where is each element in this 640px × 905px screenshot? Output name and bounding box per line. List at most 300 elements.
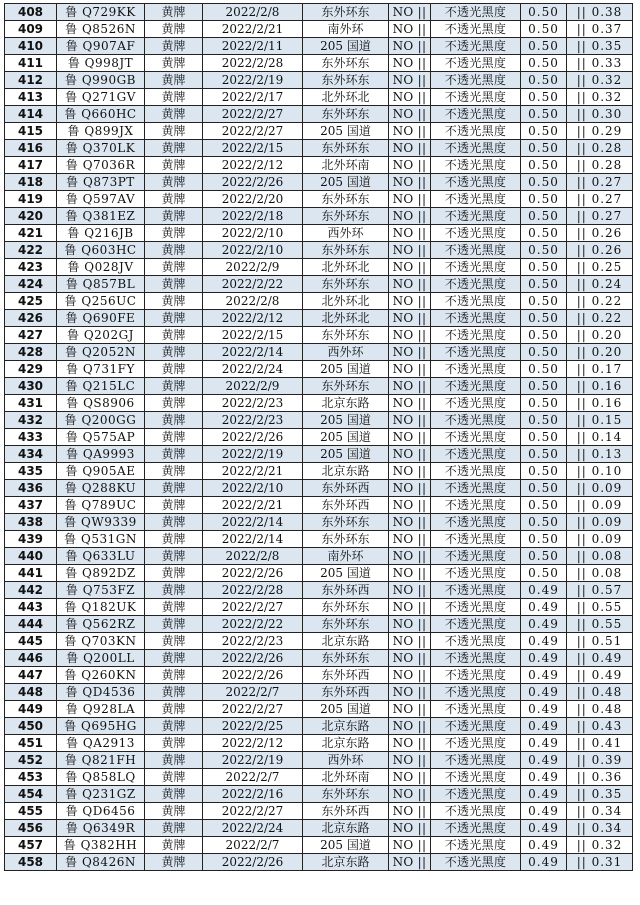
test-location: 北京东路 — [303, 633, 389, 650]
test-location: 东外环东 — [303, 72, 389, 89]
measured-value: || 0.51 — [567, 633, 633, 650]
test-date: 2022/2/21 — [203, 463, 303, 480]
table-row — [5, 854, 633, 871]
plate-color: 黄牌 — [145, 123, 203, 140]
test-metric: 不透光黑度 — [431, 208, 521, 225]
test-metric: 不透光黑度 — [431, 4, 521, 21]
test-flag: NO || — [389, 684, 431, 701]
row-number: 437 — [5, 497, 57, 514]
limit-value: 0.50 — [521, 565, 567, 582]
table-row — [5, 582, 633, 599]
limit-value: 0.50 — [521, 38, 567, 55]
row-number: 441 — [5, 565, 57, 582]
test-metric: 不透光黑度 — [431, 38, 521, 55]
row-number: 457 — [5, 837, 57, 854]
row-number: 445 — [5, 633, 57, 650]
test-date: 2022/2/16 — [203, 786, 303, 803]
plate-color: 黄牌 — [145, 38, 203, 55]
limit-value: 0.50 — [521, 225, 567, 242]
test-flag: NO || — [389, 412, 431, 429]
measured-value: || 0.09 — [567, 497, 633, 514]
test-metric: 不透光黑度 — [431, 735, 521, 752]
row-number: 424 — [5, 276, 57, 293]
measured-value: || 0.35 — [567, 786, 633, 803]
plate-number: 鲁 Q695HG — [57, 718, 145, 735]
test-metric: 不透光黑度 — [431, 514, 521, 531]
plate-number: 鲁 Q288KU — [57, 480, 145, 497]
test-flag: NO || — [389, 276, 431, 293]
test-location: 东外环东 — [303, 140, 389, 157]
limit-value: 0.50 — [521, 293, 567, 310]
test-metric: 不透光黑度 — [431, 157, 521, 174]
plate-color: 黄牌 — [145, 429, 203, 446]
test-location: 北京东路 — [303, 820, 389, 837]
test-date: 2022/2/14 — [203, 344, 303, 361]
measured-value: || 0.36 — [567, 769, 633, 786]
plate-number: 鲁 Q899JX — [57, 123, 145, 140]
limit-value: 0.49 — [521, 599, 567, 616]
plate-color: 黄牌 — [145, 582, 203, 599]
plate-color: 黄牌 — [145, 514, 203, 531]
test-location: 东外环东 — [303, 786, 389, 803]
test-date: 2022/2/15 — [203, 140, 303, 157]
test-date: 2022/2/8 — [203, 293, 303, 310]
row-number: 415 — [5, 123, 57, 140]
table-row — [5, 429, 633, 446]
row-number: 456 — [5, 820, 57, 837]
plate-color: 黄牌 — [145, 633, 203, 650]
plate-color: 黄牌 — [145, 446, 203, 463]
test-flag: NO || — [389, 174, 431, 191]
test-location: 东外环东 — [303, 514, 389, 531]
measured-value: || 0.09 — [567, 531, 633, 548]
limit-value: 0.49 — [521, 616, 567, 633]
test-metric: 不透光黑度 — [431, 242, 521, 259]
plate-color: 黄牌 — [145, 752, 203, 769]
table-row — [5, 718, 633, 735]
row-number: 411 — [5, 55, 57, 72]
test-location: 东外环东 — [303, 276, 389, 293]
table-row — [5, 786, 633, 803]
test-date: 2022/2/24 — [203, 361, 303, 378]
test-metric: 不透光黑度 — [431, 327, 521, 344]
test-flag: NO || — [389, 378, 431, 395]
test-metric: 不透光黑度 — [431, 378, 521, 395]
limit-value: 0.50 — [521, 89, 567, 106]
limit-value: 0.49 — [521, 820, 567, 837]
plate-number: 鲁 Q200GG — [57, 412, 145, 429]
plate-number: 鲁 QW9339 — [57, 514, 145, 531]
plate-color: 黄牌 — [145, 497, 203, 514]
plate-number: 鲁 Q2052N — [57, 344, 145, 361]
limit-value: 0.50 — [521, 446, 567, 463]
table-row — [5, 361, 633, 378]
test-location: 北京东路 — [303, 395, 389, 412]
plate-number: 鲁 Q873PT — [57, 174, 145, 191]
test-metric: 不透光黑度 — [431, 123, 521, 140]
row-number: 423 — [5, 259, 57, 276]
test-flag: NO || — [389, 497, 431, 514]
row-number: 417 — [5, 157, 57, 174]
test-location: 205 国道 — [303, 837, 389, 854]
test-date: 2022/2/12 — [203, 157, 303, 174]
row-number: 419 — [5, 191, 57, 208]
table-row — [5, 21, 633, 38]
measured-value: || 0.28 — [567, 157, 633, 174]
limit-value: 0.50 — [521, 106, 567, 123]
table-row — [5, 412, 633, 429]
plate-color: 黄牌 — [145, 21, 203, 38]
row-number: 427 — [5, 327, 57, 344]
test-date: 2022/2/26 — [203, 429, 303, 446]
plate-number: 鲁 Q8526N — [57, 21, 145, 38]
row-number: 448 — [5, 684, 57, 701]
test-location: 北外环北 — [303, 259, 389, 276]
test-date: 2022/2/19 — [203, 446, 303, 463]
test-flag: NO || — [389, 344, 431, 361]
test-metric: 不透光黑度 — [431, 548, 521, 565]
plate-number: 鲁 Q998JT — [57, 55, 145, 72]
test-metric: 不透光黑度 — [431, 446, 521, 463]
row-number: 447 — [5, 667, 57, 684]
measured-value: || 0.20 — [567, 327, 633, 344]
row-number: 458 — [5, 854, 57, 871]
test-flag: NO || — [389, 4, 431, 21]
plate-number: 鲁 Q858LQ — [57, 769, 145, 786]
test-metric: 不透光黑度 — [431, 21, 521, 38]
row-number: 436 — [5, 480, 57, 497]
measured-value: || 0.10 — [567, 463, 633, 480]
measured-value: || 0.32 — [567, 72, 633, 89]
test-metric: 不透光黑度 — [431, 89, 521, 106]
test-flag: NO || — [389, 701, 431, 718]
test-location: 南外环 — [303, 21, 389, 38]
measured-value: || 0.48 — [567, 701, 633, 718]
table-row — [5, 55, 633, 72]
limit-value: 0.49 — [521, 735, 567, 752]
plate-color: 黄牌 — [145, 650, 203, 667]
test-metric: 不透光黑度 — [431, 582, 521, 599]
test-flag: NO || — [389, 89, 431, 106]
test-date: 2022/2/27 — [203, 701, 303, 718]
table-row — [5, 395, 633, 412]
measured-value: || 0.15 — [567, 412, 633, 429]
plate-number: 鲁 Q370LK — [57, 140, 145, 157]
limit-value: 0.50 — [521, 361, 567, 378]
test-location: 东外环西 — [303, 803, 389, 820]
limit-value: 0.49 — [521, 701, 567, 718]
test-date: 2022/2/27 — [203, 803, 303, 820]
limit-value: 0.49 — [521, 582, 567, 599]
measured-value: || 0.32 — [567, 89, 633, 106]
test-date: 2022/2/23 — [203, 412, 303, 429]
test-metric: 不透光黑度 — [431, 412, 521, 429]
table-row — [5, 327, 633, 344]
plate-color: 黄牌 — [145, 701, 203, 718]
plate-color: 黄牌 — [145, 208, 203, 225]
test-date: 2022/2/10 — [203, 242, 303, 259]
plate-color: 黄牌 — [145, 157, 203, 174]
measured-value: || 0.09 — [567, 514, 633, 531]
test-date: 2022/2/17 — [203, 89, 303, 106]
plate-number: 鲁 QS8906 — [57, 395, 145, 412]
limit-value: 0.49 — [521, 667, 567, 684]
table-row — [5, 463, 633, 480]
measured-value: || 0.08 — [567, 548, 633, 565]
test-flag: NO || — [389, 395, 431, 412]
limit-value: 0.50 — [521, 429, 567, 446]
table-row — [5, 344, 633, 361]
row-number: 408 — [5, 4, 57, 21]
plate-number: 鲁 Q7036R — [57, 157, 145, 174]
table-row — [5, 378, 633, 395]
limit-value: 0.50 — [521, 531, 567, 548]
test-flag: NO || — [389, 480, 431, 497]
measured-value: || 0.29 — [567, 123, 633, 140]
plate-color: 黄牌 — [145, 378, 203, 395]
test-date: 2022/2/7 — [203, 684, 303, 701]
table-row — [5, 650, 633, 667]
test-metric: 不透光黑度 — [431, 769, 521, 786]
table-row — [5, 735, 633, 752]
row-number: 444 — [5, 616, 57, 633]
test-flag: NO || — [389, 752, 431, 769]
row-number: 418 — [5, 174, 57, 191]
plate-color: 黄牌 — [145, 718, 203, 735]
row-number: 420 — [5, 208, 57, 225]
test-location: 东外环东 — [303, 242, 389, 259]
test-location: 205 国道 — [303, 123, 389, 140]
limit-value: 0.50 — [521, 191, 567, 208]
plate-color: 黄牌 — [145, 140, 203, 157]
measured-value: || 0.31 — [567, 854, 633, 871]
test-date: 2022/2/14 — [203, 531, 303, 548]
limit-value: 0.50 — [521, 4, 567, 21]
measured-value: || 0.27 — [567, 208, 633, 225]
test-flag: NO || — [389, 820, 431, 837]
test-date: 2022/2/10 — [203, 225, 303, 242]
test-date: 2022/2/12 — [203, 310, 303, 327]
plate-number: 鲁 Q789UC — [57, 497, 145, 514]
plate-color: 黄牌 — [145, 191, 203, 208]
measured-value: || 0.26 — [567, 225, 633, 242]
test-location: 东外环东 — [303, 106, 389, 123]
plate-color: 黄牌 — [145, 225, 203, 242]
row-number: 446 — [5, 650, 57, 667]
row-number: 414 — [5, 106, 57, 123]
limit-value: 0.49 — [521, 684, 567, 701]
measured-value: || 0.24 — [567, 276, 633, 293]
row-number: 421 — [5, 225, 57, 242]
measured-value: || 0.49 — [567, 667, 633, 684]
test-date: 2022/2/11 — [203, 38, 303, 55]
limit-value: 0.50 — [521, 480, 567, 497]
table-row — [5, 446, 633, 463]
test-location: 西外环 — [303, 344, 389, 361]
plate-number: 鲁 Q597AV — [57, 191, 145, 208]
test-flag: NO || — [389, 72, 431, 89]
measured-value: || 0.22 — [567, 293, 633, 310]
plate-number: 鲁 Q857BL — [57, 276, 145, 293]
test-metric: 不透光黑度 — [431, 803, 521, 820]
test-flag: NO || — [389, 293, 431, 310]
measured-value: || 0.27 — [567, 191, 633, 208]
limit-value: 0.49 — [521, 803, 567, 820]
test-metric: 不透光黑度 — [431, 718, 521, 735]
measured-value: || 0.55 — [567, 599, 633, 616]
plate-color: 黄牌 — [145, 361, 203, 378]
row-number: 432 — [5, 412, 57, 429]
test-metric: 不透光黑度 — [431, 531, 521, 548]
plate-color: 黄牌 — [145, 463, 203, 480]
test-flag: NO || — [389, 123, 431, 140]
row-number: 442 — [5, 582, 57, 599]
plate-number: 鲁 QA2913 — [57, 735, 145, 752]
plate-color: 黄牌 — [145, 616, 203, 633]
plate-color: 黄牌 — [145, 565, 203, 582]
row-number: 455 — [5, 803, 57, 820]
test-date: 2022/2/7 — [203, 837, 303, 854]
plate-color: 黄牌 — [145, 684, 203, 701]
table-row — [5, 157, 633, 174]
plate-color: 黄牌 — [145, 412, 203, 429]
table-row — [5, 259, 633, 276]
row-number: 422 — [5, 242, 57, 259]
limit-value: 0.50 — [521, 21, 567, 38]
plate-number: 鲁 Q381EZ — [57, 208, 145, 225]
test-flag: NO || — [389, 633, 431, 650]
test-metric: 不透光黑度 — [431, 191, 521, 208]
test-metric: 不透光黑度 — [431, 106, 521, 123]
test-metric: 不透光黑度 — [431, 480, 521, 497]
measured-value: || 0.55 — [567, 616, 633, 633]
plate-number: 鲁 Q990GB — [57, 72, 145, 89]
plate-color: 黄牌 — [145, 242, 203, 259]
test-flag: NO || — [389, 208, 431, 225]
test-metric: 不透光黑度 — [431, 293, 521, 310]
plate-number: 鲁 Q216JB — [57, 225, 145, 242]
test-metric: 不透光黑度 — [431, 650, 521, 667]
row-number: 440 — [5, 548, 57, 565]
plate-number: 鲁 Q182UK — [57, 599, 145, 616]
limit-value: 0.50 — [521, 514, 567, 531]
limit-value: 0.50 — [521, 344, 567, 361]
test-flag: NO || — [389, 769, 431, 786]
test-date: 2022/2/14 — [203, 514, 303, 531]
test-date: 2022/2/23 — [203, 633, 303, 650]
test-location: 北外环南 — [303, 769, 389, 786]
table-body — [5, 4, 633, 871]
table-row — [5, 548, 633, 565]
row-number: 434 — [5, 446, 57, 463]
test-location: 东外环西 — [303, 582, 389, 599]
test-metric: 不透光黑度 — [431, 820, 521, 837]
test-flag: NO || — [389, 803, 431, 820]
plate-color: 黄牌 — [145, 786, 203, 803]
limit-value: 0.50 — [521, 72, 567, 89]
test-date: 2022/2/19 — [203, 72, 303, 89]
test-flag: NO || — [389, 140, 431, 157]
test-flag: NO || — [389, 735, 431, 752]
plate-number: 鲁 Q531GN — [57, 531, 145, 548]
table-row — [5, 293, 633, 310]
table-row — [5, 89, 633, 106]
test-location: 东外环东 — [303, 531, 389, 548]
plate-number: 鲁 Q907AF — [57, 38, 145, 55]
test-date: 2022/2/22 — [203, 276, 303, 293]
plate-color: 黄牌 — [145, 548, 203, 565]
measured-value: || 0.35 — [567, 38, 633, 55]
plate-number: 鲁 Q562RZ — [57, 616, 145, 633]
limit-value: 0.50 — [521, 395, 567, 412]
test-flag: NO || — [389, 242, 431, 259]
test-date: 2022/2/18 — [203, 208, 303, 225]
measured-value: || 0.09 — [567, 480, 633, 497]
measured-value: || 0.43 — [567, 718, 633, 735]
row-number: 433 — [5, 429, 57, 446]
table-row — [5, 667, 633, 684]
table-row — [5, 225, 633, 242]
test-location: 东外环东 — [303, 616, 389, 633]
test-location: 北京东路 — [303, 854, 389, 871]
measured-value: || 0.27 — [567, 174, 633, 191]
test-metric: 不透光黑度 — [431, 55, 521, 72]
table-row — [5, 191, 633, 208]
plate-number: 鲁 Q271GV — [57, 89, 145, 106]
measured-value: || 0.25 — [567, 259, 633, 276]
plate-color: 黄牌 — [145, 276, 203, 293]
measured-value: || 0.26 — [567, 242, 633, 259]
measured-value: || 0.48 — [567, 684, 633, 701]
limit-value: 0.50 — [521, 378, 567, 395]
table-row — [5, 531, 633, 548]
test-date: 2022/2/7 — [203, 769, 303, 786]
test-flag: NO || — [389, 21, 431, 38]
test-metric: 不透光黑度 — [431, 565, 521, 582]
measured-value: || 0.38 — [567, 4, 633, 21]
measured-value: || 0.33 — [567, 55, 633, 72]
row-number: 410 — [5, 38, 57, 55]
plate-number: 鲁 Q6349R — [57, 820, 145, 837]
test-date: 2022/2/27 — [203, 123, 303, 140]
test-flag: NO || — [389, 718, 431, 735]
plate-number: 鲁 Q729KK — [57, 4, 145, 21]
table-row — [5, 837, 633, 854]
test-date: 2022/2/21 — [203, 497, 303, 514]
test-flag: NO || — [389, 514, 431, 531]
test-location: 东外环东 — [303, 55, 389, 72]
test-date: 2022/2/10 — [203, 480, 303, 497]
row-number: 450 — [5, 718, 57, 735]
test-flag: NO || — [389, 667, 431, 684]
table-row — [5, 276, 633, 293]
table-row — [5, 514, 633, 531]
limit-value: 0.50 — [521, 242, 567, 259]
test-flag: NO || — [389, 854, 431, 871]
plate-number: 鲁 Q753FZ — [57, 582, 145, 599]
measured-value: || 0.28 — [567, 140, 633, 157]
row-number: 412 — [5, 72, 57, 89]
limit-value: 0.50 — [521, 412, 567, 429]
test-metric: 不透光黑度 — [431, 854, 521, 871]
plate-color: 黄牌 — [145, 854, 203, 871]
plate-color: 黄牌 — [145, 4, 203, 21]
measured-value: || 0.16 — [567, 378, 633, 395]
plate-number: 鲁 Q892DZ — [57, 565, 145, 582]
test-date: 2022/2/25 — [203, 718, 303, 735]
measured-value: || 0.57 — [567, 582, 633, 599]
plate-number: 鲁 Q603HC — [57, 242, 145, 259]
